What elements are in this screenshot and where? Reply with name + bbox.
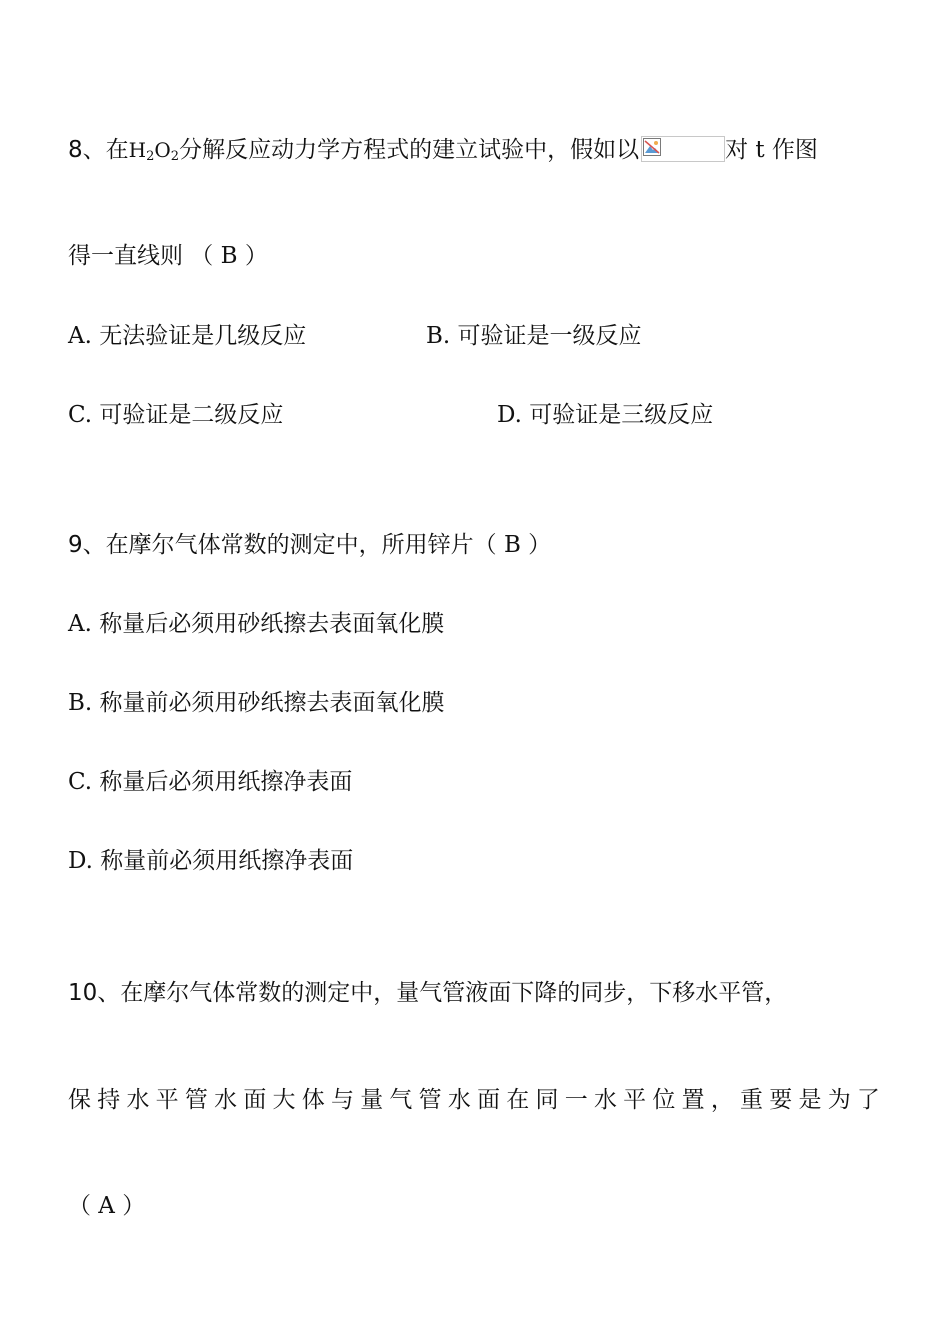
q8-text-mid: 分解反应动力学方程式的建立试验中，假如以 [179, 137, 640, 163]
q10-line-2-char: 保 [68, 1087, 91, 1113]
q10-line-2-char: 持 [97, 1087, 121, 1113]
q10-line-2-char: 要 [769, 1087, 793, 1113]
q10-line-2-char: 体 [301, 1087, 325, 1113]
q10-line-2-char: 水 [447, 1087, 471, 1113]
q10-line-2-char: 与 [330, 1087, 354, 1113]
q9-number: 9 [68, 532, 83, 558]
q10-line-2-char: 管 [418, 1087, 442, 1113]
broken-image-icon [643, 138, 661, 156]
q10-line-2-char: 重 [740, 1087, 764, 1113]
formula-o: O [154, 138, 171, 162]
q10-question [68, 978, 787, 1008]
q10-line-2-char: 水 [593, 1087, 617, 1113]
q10-line-2-char: 一 [564, 1087, 588, 1113]
q10-text: 、在摩尔气体常数的测定中，量气管液面下降的同步，下移水平管， [97, 980, 788, 1006]
q10-line-2-char: 量 [360, 1087, 384, 1113]
q10-line-2-char: 面 [477, 1087, 501, 1113]
q10-line-2-char: 位 [652, 1087, 676, 1113]
q10-line-2-char: 同 [535, 1087, 559, 1113]
q10-number: 10 [68, 980, 98, 1006]
q9-option-a: A. 称量后必须用砂纸擦去表面氧化膜 [68, 611, 445, 637]
q9-question [68, 530, 551, 560]
q10-line-2-char: 置 [681, 1087, 705, 1113]
q10-line-2-char: 气 [389, 1087, 413, 1113]
q10-line-2-char: 了 [856, 1087, 880, 1113]
h2o2-formula [129, 138, 179, 162]
q8-option-c: C. 可验证是二级反应 [68, 402, 284, 428]
q8-line-2: 得一直线则 （ B ） [68, 243, 268, 269]
q10-line-2-char: 是 [798, 1087, 822, 1113]
q8-text-pre: 在 [105, 137, 129, 163]
q10-line-2-char: 管 [184, 1087, 208, 1113]
q10-line-2-char: 面 [243, 1087, 267, 1113]
q10-line-3: （ A ） [68, 1193, 146, 1219]
q10-line-2-char: 平 [155, 1087, 179, 1113]
q8-text-post: 对 t 作图 [725, 137, 818, 163]
q9-text: 、在摩尔气体常数的测定中，所用锌片（ B ） [82, 532, 552, 558]
q8-option-a: A. 无法验证是几级反应 [68, 323, 307, 349]
q8-separator: 、 [82, 137, 106, 163]
q10-line-2-char: 平 [623, 1087, 647, 1113]
q8-line-1 [68, 135, 818, 165]
q10-line-2-char: 为 [827, 1087, 851, 1113]
q10-line-2-char: ， [710, 1087, 734, 1113]
q10-line-2 [68, 1085, 880, 1115]
q10-line-2-char: 在 [506, 1087, 530, 1113]
q9-option-d: D. 称量前必须用纸擦净表面 [68, 848, 354, 874]
formula-sub-2: 2 [170, 149, 180, 164]
q8-option-b: B. 可验证是一级反应 [426, 323, 642, 349]
formula-sub-1: 2 [146, 149, 155, 164]
formula-h: H [128, 138, 147, 162]
q8-option-d: D. 可验证是三级反应 [497, 402, 714, 428]
q9-option-b: B. 称量前必须用砂纸擦去表面氧化膜 [68, 690, 445, 716]
q9-option-c: C. 称量后必须用纸擦净表面 [68, 769, 353, 795]
q10-line-2-char: 水 [214, 1087, 238, 1113]
q8-number: 8 [68, 137, 83, 163]
q10-line-2-char: 水 [126, 1087, 150, 1113]
q10-line-2-char: 大 [272, 1087, 296, 1113]
formula-image-placeholder [641, 136, 725, 162]
